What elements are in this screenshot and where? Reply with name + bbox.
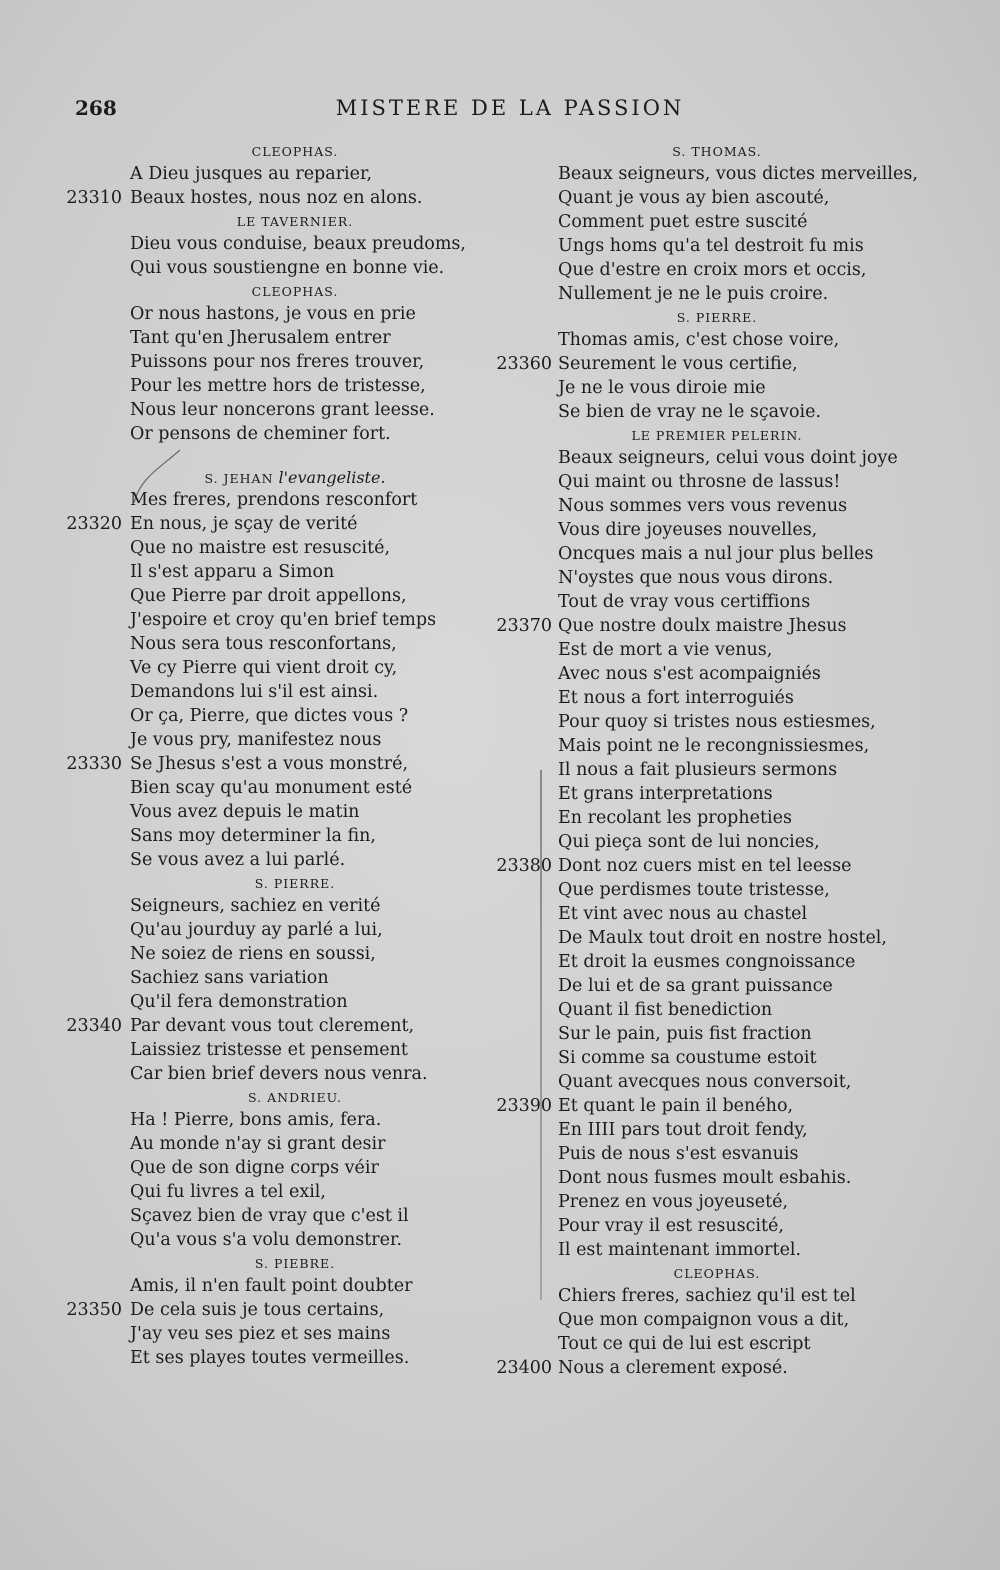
verse-line [490, 328, 910, 352]
verse-text: Tant qu'en Jherusalem entrer [130, 328, 391, 348]
verse-text: Beaux seigneurs, vous dictes merveilles, [558, 164, 918, 184]
verse-text: Nullement je ne le puis croire. [558, 284, 829, 304]
verse-text: Avec nous s'est acompaigniés [558, 664, 821, 684]
verse-line [490, 1284, 910, 1308]
verse-text: Nous sommes vers vous revenus [558, 496, 848, 516]
verse-text: Amis, il n'en fault point doubter [130, 1276, 413, 1296]
verse-line [60, 1228, 480, 1252]
verse-line [60, 1298, 480, 1322]
verse-line [490, 282, 910, 306]
verse-line [490, 854, 910, 878]
verse-text: Il est maintenant immortel. [558, 1240, 802, 1260]
verse-text: Sachiez sans variation [130, 968, 329, 988]
verse-text: Se vous avez a lui parlé. [130, 850, 346, 870]
verse-text: Dont noz cuers mist en tel leesse [558, 856, 852, 876]
verse-line [490, 376, 910, 400]
verse-text: Que mon compaignon vous a dit, [558, 1310, 850, 1330]
verse-text: En IIII pars tout droit fendy, [558, 1120, 808, 1140]
verse-line [490, 974, 910, 998]
verse-text: Comment puet estre suscité [558, 212, 808, 232]
verse-line [490, 470, 910, 494]
running-title: MISTERE DE LA PASSION [335, 96, 685, 120]
verse-line [490, 926, 910, 950]
verse-text: Vous dire joyeuses nouvelles, [558, 520, 818, 540]
verse-text: Sçavez bien de vray que c'est il [130, 1206, 409, 1226]
verse-line [490, 210, 910, 234]
verse-line [490, 352, 910, 376]
verse-line [490, 1094, 910, 1118]
verse-line [490, 1070, 910, 1094]
verse-text: De Maulx tout droit en nostre hostel, [558, 928, 887, 948]
verse-line [60, 966, 480, 990]
speaker-heading [552, 306, 882, 328]
verse-text: Que perdismes toute tristesse, [558, 880, 830, 900]
verse-text: Au monde n'ay si grant desir [130, 1134, 386, 1154]
verse-line [490, 950, 910, 974]
verse-line [60, 1108, 480, 1132]
speaker-name: S. JEHAN [204, 471, 274, 486]
verse-text: J'ay veu ses piez et ses mains [130, 1324, 391, 1344]
line-number: 23400 [496, 1358, 552, 1378]
verse-text: Qui vous soustiengne en bonne vie. [130, 258, 445, 278]
verse-line [490, 614, 910, 638]
speaker-heading [130, 1252, 460, 1274]
verse-text: Il s'est apparu a Simon [130, 562, 335, 582]
verse-line [490, 234, 910, 258]
verse-line [60, 1180, 480, 1204]
verse-line [60, 422, 480, 446]
verse-line [490, 638, 910, 662]
verse-text: Pour vray il est resuscité, [558, 1216, 784, 1236]
verse-line [60, 1156, 480, 1180]
verse-text: Je ne le vous diroie mie [558, 378, 766, 398]
line-number: 23320 [66, 514, 122, 534]
left-column [60, 140, 480, 1370]
verse-line [490, 1166, 910, 1190]
verse-line [60, 776, 480, 800]
verse-line [490, 1308, 910, 1332]
verse-line [490, 830, 910, 854]
verse-line [60, 752, 480, 776]
verse-text: Que no maistre est resuscité, [130, 538, 391, 558]
verse-line [490, 710, 910, 734]
verse-text: Qui maint ou throsne de lassus! [558, 472, 841, 492]
speaker-name: S. PIERRE. [676, 310, 758, 325]
verse-text: Quant avecques nous conversoit, [558, 1072, 852, 1092]
verse-line [490, 998, 910, 1022]
verse-text: Puissons pour nos freres trouver, [130, 352, 425, 372]
verse-line [60, 704, 480, 728]
verse-text: Est de mort a vie venus, [558, 640, 773, 660]
speaker-description: l'evangeliste. [278, 468, 386, 487]
verse-text: Mes freres, prendons resconfort [130, 490, 418, 510]
verse-text: Je vous pry, manifestez nous [130, 730, 382, 750]
line-number: 23340 [66, 1016, 122, 1036]
verse-text: En nous, je sçay de verité [130, 514, 358, 534]
verse-text: Tout ce qui de lui est escript [558, 1334, 811, 1354]
verse-text: Qu'il fera demonstration [130, 992, 348, 1012]
verse-line [60, 488, 480, 512]
line-number: 23360 [496, 354, 552, 374]
speaker-name: S. THOMAS. [672, 144, 762, 159]
verse-line [60, 680, 480, 704]
verse-line [490, 400, 910, 424]
verse-line [490, 258, 910, 282]
verse-line [60, 632, 480, 656]
verse-text: Nous leur noncerons grant leesse. [130, 400, 435, 420]
speaker-heading [130, 872, 460, 894]
verse-text: Qu'a vous s'a volu demonstrer. [130, 1230, 403, 1250]
verse-text: Et vint avec nous au chastel [558, 904, 808, 924]
line-number: 23310 [66, 188, 122, 208]
verse-text: Quant je vous ay bien ascouté, [558, 188, 830, 208]
verse-text: Et quant le pain il beného, [558, 1096, 794, 1116]
verse-line [60, 584, 480, 608]
verse-text: Qui pieça sont de lui noncies, [558, 832, 820, 852]
verse-line [490, 446, 910, 470]
verse-text: Dieu vous conduise, beaux preudoms, [130, 234, 466, 254]
verse-text: Chiers freres, sachiez qu'il est tel [558, 1286, 856, 1306]
verse-line [490, 186, 910, 210]
verse-line [60, 398, 480, 422]
verse-text: Pour quoy si tristes nous estiesmes, [558, 712, 876, 732]
verse-line [490, 686, 910, 710]
verse-text: N'oystes que nous vous dirons. [558, 568, 834, 588]
verse-line [60, 608, 480, 632]
verse-text: A Dieu jusques au reparier, [130, 164, 373, 184]
verse-line [60, 302, 480, 326]
line-number: 23370 [496, 616, 552, 636]
verse-line [490, 1022, 910, 1046]
verse-line [490, 662, 910, 686]
page-header [0, 96, 1000, 130]
verse-line [490, 734, 910, 758]
verse-line [490, 1142, 910, 1166]
verse-line [490, 518, 910, 542]
speaker-heading [130, 280, 460, 302]
verse-line [490, 494, 910, 518]
verse-text: Oncques mais a nul jour plus belles [558, 544, 874, 564]
verse-text: Sur le pain, puis fist fraction [558, 1024, 812, 1044]
verse-line [490, 590, 910, 614]
verse-line [60, 536, 480, 560]
verse-line [60, 728, 480, 752]
verse-text: Seigneurs, sachiez en verité [130, 896, 381, 916]
line-number: 23350 [66, 1300, 122, 1320]
verse-text: Ungs homs qu'a tel destroit fu mis [558, 236, 864, 256]
verse-line [490, 1190, 910, 1214]
speaker-heading [552, 424, 882, 446]
verse-line [60, 800, 480, 824]
verse-text: Ve cy Pierre qui vient droit cy, [130, 658, 398, 678]
verse-line [490, 566, 910, 590]
verse-text: Puis de nous s'est esvanuis [558, 1144, 799, 1164]
right-column [490, 140, 918, 1380]
verse-text: Si comme sa coustume estoit [558, 1048, 817, 1068]
verse-text: J'espoire et croy qu'en brief temps [130, 610, 437, 630]
verse-text: Or nous hastons, je vous en prie [130, 304, 416, 324]
speaker-name: CLEOPHAS. [251, 144, 339, 159]
verse-line [60, 1346, 480, 1370]
speaker-name: S. ANDRIEU. [248, 1090, 342, 1105]
verse-text: Beaux seigneurs, celui vous doint joye [558, 448, 898, 468]
line-number: 23330 [66, 754, 122, 774]
verse-line [60, 1204, 480, 1228]
speaker-name: LE TAVERNIER. [236, 214, 354, 229]
verse-text: Ha ! Pierre, bons amis, fera. [130, 1110, 382, 1130]
verse-line [490, 782, 910, 806]
verse-text: Seurement le vous certifie, [558, 354, 798, 374]
speaker-name: CLEOPHAS. [673, 1266, 761, 1281]
verse-line [490, 1356, 910, 1380]
verse-line [60, 918, 480, 942]
speaker-name: S. PIERRE. [254, 876, 336, 891]
verse-text: Laissiez tristesse et pensement [130, 1040, 408, 1060]
speaker-name: LE PREMIER PELERIN. [631, 428, 803, 443]
verse-text: Or ça, Pierre, que dictes vous ? [130, 706, 409, 726]
verse-text: Et nous a fort interroguiés [558, 688, 794, 708]
verse-line [60, 326, 480, 350]
line-number: 23390 [496, 1096, 552, 1116]
verse-text: Demandons lui s'il est ainsi. [130, 682, 379, 702]
line-number: 23380 [496, 856, 552, 876]
verse-text: Se Jhesus s'est a vous monstré, [130, 754, 409, 774]
verse-text: Thomas amis, c'est chose voire, [558, 330, 840, 350]
verse-line [490, 902, 910, 926]
verse-line [60, 1322, 480, 1346]
verse-line [60, 162, 480, 186]
verse-line [60, 990, 480, 1014]
verse-text: Or pensons de cheminer fort. [130, 424, 391, 444]
verse-text: En recolant les propheties [558, 808, 792, 828]
verse-text: Sans moy determiner la fin, [130, 826, 376, 846]
verse-line [60, 656, 480, 680]
verse-text: Pour les mettre hors de tristesse, [130, 376, 426, 396]
verse-line [490, 1238, 910, 1262]
verse-text: Par devant vous tout clerement, [130, 1016, 415, 1036]
verse-line [60, 374, 480, 398]
verse-line [60, 824, 480, 848]
verse-text: Quant il fist benediction [558, 1000, 773, 1020]
verse-line [490, 878, 910, 902]
verse-text: Et droit la eusmes congnoissance [558, 952, 856, 972]
verse-text: Bien scay qu'au monument esté [130, 778, 413, 798]
verse-line [60, 848, 480, 872]
verse-text: Que d'estre en croix mors et occis, [558, 260, 867, 280]
verse-line [60, 560, 480, 584]
speaker-heading [130, 140, 460, 162]
verse-line [490, 162, 918, 186]
speaker-name: CLEOPHAS. [251, 284, 339, 299]
verse-line [60, 942, 480, 966]
verse-line [60, 1038, 480, 1062]
verse-line [490, 1118, 910, 1142]
page-number: 268 [75, 96, 117, 120]
verse-text: Que de son digne corps véir [130, 1158, 379, 1178]
verse-line [60, 232, 480, 256]
speaker-heading [130, 466, 460, 488]
verse-text: Se bien de vray ne le sçavoie. [558, 402, 822, 422]
verse-text: Qui fu livres a tel exil, [130, 1182, 326, 1202]
verse-line [490, 758, 910, 782]
verse-line [60, 1014, 480, 1038]
verse-line [60, 256, 480, 280]
verse-line [490, 1214, 910, 1238]
verse-line [60, 512, 480, 536]
verse-text: Il nous a fait plusieurs sermons [558, 760, 838, 780]
speaker-heading [552, 140, 882, 162]
verse-text: Tout de vray vous certiffions [558, 592, 811, 612]
speaker-heading [130, 210, 460, 232]
verse-line [60, 186, 480, 210]
verse-line [490, 542, 910, 566]
verse-line [490, 806, 910, 830]
verse-line [490, 1046, 910, 1070]
verse-text: De lui et de sa grant puissance [558, 976, 833, 996]
verse-line [60, 894, 480, 918]
verse-line [60, 1062, 480, 1086]
verse-line [60, 350, 480, 374]
verse-text: De cela suis je tous certains, [130, 1300, 385, 1320]
verse-line [490, 1332, 910, 1356]
verse-text: Mais point ne le recongnissiesmes, [558, 736, 870, 756]
speaker-heading [130, 1086, 460, 1108]
verse-text: Vous avez depuis le matin [130, 802, 360, 822]
verse-text: Prenez en vous joyeuseté, [558, 1192, 789, 1212]
verse-text: Dont nous fusmes moult esbahis. [558, 1168, 852, 1188]
verse-line [60, 1274, 480, 1298]
stanza-gap [60, 446, 480, 466]
verse-text: Ne soiez de riens en soussi, [130, 944, 376, 964]
verse-text: Nous sera tous resconfortans, [130, 634, 397, 654]
verse-text: Et ses playes toutes vermeilles. [130, 1348, 410, 1368]
verse-text: Qu'au jourduy ay parlé a lui, [130, 920, 383, 940]
verse-text: Car bien brief devers nous venra. [130, 1064, 428, 1084]
speaker-heading [552, 1262, 882, 1284]
verse-text: Nous a clerement exposé. [558, 1358, 788, 1378]
verse-text: Et grans interpretations [558, 784, 773, 804]
verse-text: Que nostre doulx maistre Jhesus [558, 616, 847, 636]
verse-text: Beaux hostes, nous noz en alons. [130, 188, 423, 208]
verse-text: Que Pierre par droit appellons, [130, 586, 407, 606]
speaker-name: S. PIEBRE. [254, 1256, 336, 1271]
verse-line [60, 1132, 480, 1156]
